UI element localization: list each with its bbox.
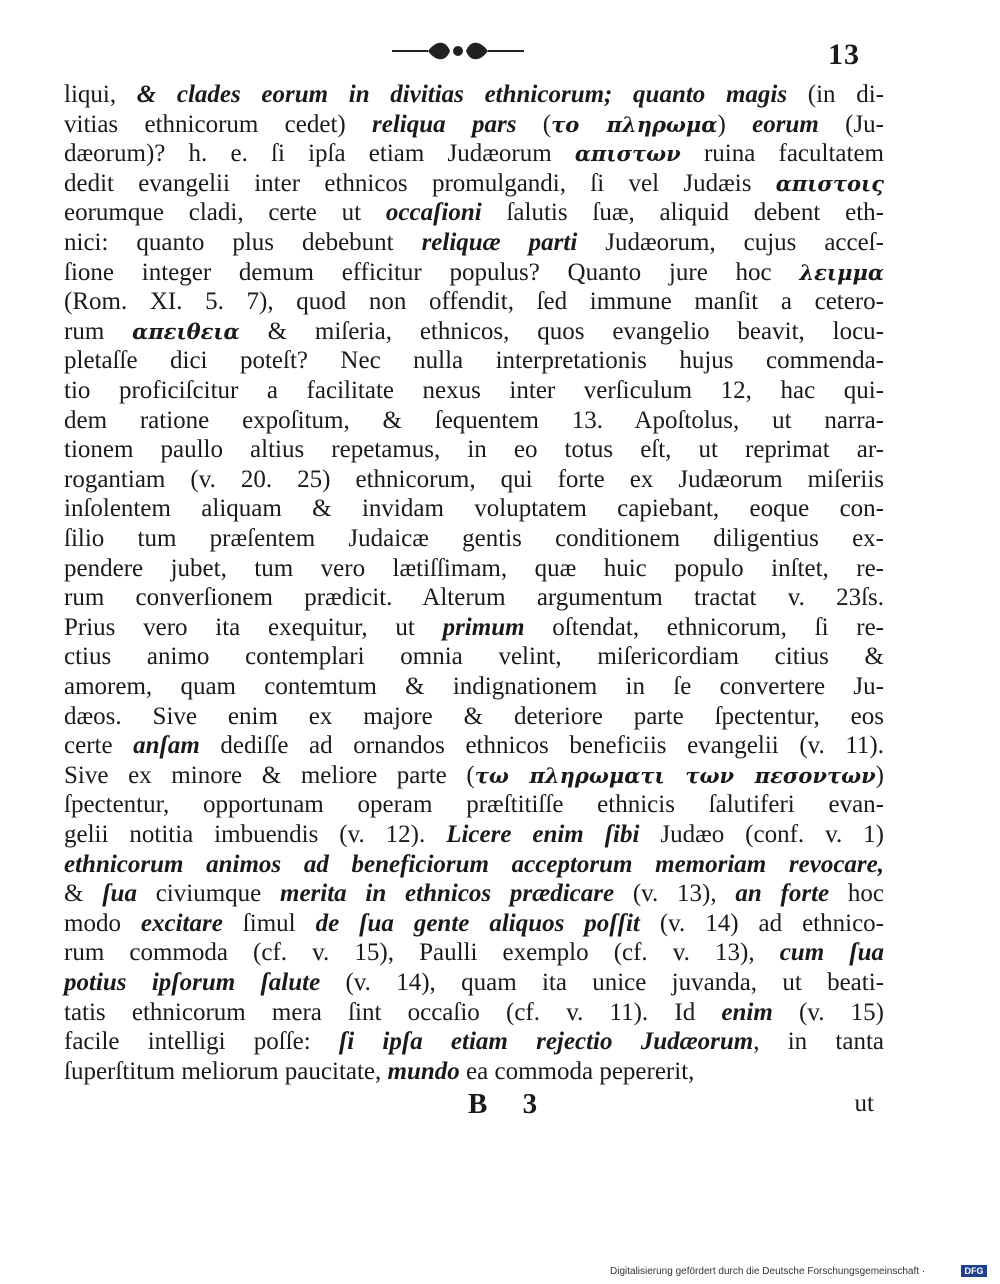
text-segment: ) bbox=[717, 110, 753, 138]
text-segment: liqui, bbox=[64, 81, 137, 108]
italic-phrase: Licere enim ſibi bbox=[446, 821, 640, 848]
text-segment: dæos. Sive enim ex majore & deteriore parte ſpectentur, eos bbox=[64, 702, 884, 730]
text-segment: pletaſſe dici poteſt? Nec nulla interpretationis hujus commenda- bbox=[64, 347, 884, 375]
text-segment: eorumque cladi, certe ut bbox=[64, 199, 386, 227]
italic-phrase: cum ſua bbox=[779, 939, 884, 967]
text-line bbox=[64, 406, 884, 436]
text-segment: oſtendat, ethnicorum, ſi re- bbox=[524, 613, 885, 641]
dfg-logo-icon: DFG bbox=[961, 1265, 987, 1277]
italic-phrase: enim bbox=[721, 998, 773, 1026]
text-segment: ſimul bbox=[222, 909, 316, 937]
text-segment: dedit evangelii inter ethnicos promulgandi, ſi vel Judæis bbox=[64, 169, 776, 197]
text-segment: nici: quanto plus debebunt bbox=[64, 229, 422, 256]
text-segment: (in di- bbox=[787, 81, 884, 108]
text-line bbox=[64, 761, 884, 791]
italic-phrase: ſua bbox=[102, 880, 137, 908]
text-line bbox=[64, 968, 884, 998]
text-line bbox=[64, 1027, 884, 1057]
italic-phrase: de ſua gente aliquos poſſit bbox=[315, 909, 640, 937]
text-segment: (Ju- bbox=[818, 110, 885, 138]
greek-term: απειθεια bbox=[132, 318, 240, 344]
text-line bbox=[64, 287, 884, 317]
text-line bbox=[64, 376, 884, 406]
text-segment: dem ratione expoſitum, & ſequentem 13. Apoſtolus, ut narra- bbox=[64, 406, 884, 434]
text-segment: vitias ethnicorum cedet) bbox=[64, 110, 373, 138]
text-segment: ( bbox=[516, 110, 552, 138]
text-segment: pendere jubet, tum vero lætiſſimam, quæ huic populo inſtet, re- bbox=[64, 554, 884, 582]
text-line bbox=[64, 110, 884, 140]
text-line bbox=[64, 524, 884, 554]
text-segment: amorem, quam contemtum & indignationem in ſe convertere Ju- bbox=[64, 673, 884, 700]
greek-term: απιστων bbox=[574, 141, 681, 167]
italic-phrase: merita in ethnicos prædicare bbox=[280, 880, 615, 908]
greek-term: απιστοις bbox=[775, 170, 884, 196]
greek-term: το πληρωμα bbox=[551, 111, 718, 137]
text-line bbox=[64, 642, 884, 672]
text-segment: ctius animo contemplari omnia velint, miſericordiam citius & bbox=[64, 643, 884, 671]
text-line bbox=[64, 139, 884, 169]
italic-phrase: ethnicorum animos ad beneficiorum acceptorum memoriam revocare, bbox=[64, 850, 884, 878]
text-segment: civiumque bbox=[136, 880, 280, 908]
italic-phrase: occaſioni bbox=[385, 199, 482, 227]
text-line bbox=[64, 702, 884, 732]
text-line bbox=[64, 879, 884, 909]
italic-phrase: eorum bbox=[752, 110, 819, 138]
text-segment: ruina facultatem bbox=[680, 140, 884, 168]
text-segment: ſalutis ſuæ, aliquid debent eth- bbox=[481, 199, 884, 227]
text-line bbox=[64, 346, 884, 376]
italic-phrase: an forte bbox=[735, 880, 830, 908]
text-line bbox=[64, 465, 884, 495]
text-line bbox=[64, 850, 884, 880]
text-line bbox=[64, 435, 884, 465]
text-segment: tatis ethnicorum mera ſint occaſio (cf. v. 11). Id bbox=[64, 998, 722, 1026]
greek-term: τω πληρωματι των πεσοντων bbox=[474, 762, 876, 788]
text-line bbox=[64, 228, 884, 258]
page-footer bbox=[64, 1088, 874, 1122]
text-line bbox=[64, 998, 884, 1028]
text-line bbox=[64, 494, 884, 524]
text-segment: Judæorum, cujus acceſ- bbox=[577, 229, 884, 256]
text-segment: ſilio tum præſentem Judaicæ gentis conditionem diligentius ex- bbox=[64, 525, 884, 552]
catchword: ut bbox=[854, 1090, 874, 1117]
text-segment: facile intelligi poſſe: bbox=[64, 1028, 339, 1056]
text-line bbox=[64, 554, 884, 584]
text-segment: gelii notitia imbuendis (v. 12). bbox=[64, 821, 447, 848]
text-line bbox=[64, 1057, 884, 1087]
italic-phrase: potius ipſorum ſalute bbox=[64, 969, 321, 996]
digitization-credit: Digitalisierung gefördert durch die Deutsche Forschungsgemeinschaft · bbox=[610, 1266, 926, 1277]
text-segment: modo bbox=[64, 909, 141, 937]
italic-phrase: primum bbox=[442, 613, 525, 641]
printer-ornament-icon bbox=[388, 36, 528, 66]
text-line bbox=[64, 258, 884, 288]
text-segment: & miſeria, ethnicos, quos evangelio beavit, locu- bbox=[239, 317, 884, 345]
text-segment: rum commoda (cf. v. 15), Paulli exemplo (cf. v. 13), bbox=[64, 939, 780, 967]
text-segment: Sive ex minore & meliore parte ( bbox=[64, 761, 475, 789]
signature-mark: B 3 bbox=[468, 1088, 552, 1120]
italic-phrase: & clades eorum in divitias ethnicorum; quanto magis bbox=[136, 81, 788, 108]
text-segment: ſuperſtitum meliorum paucitate, bbox=[64, 1057, 388, 1085]
text-segment: ea commoda pepererit, bbox=[459, 1057, 695, 1085]
text-segment: (v. 15) bbox=[772, 998, 884, 1026]
text-segment: rogantiam (v. 20. 25) ethnicorum, qui forte ex Judæorum miſeriis bbox=[64, 465, 884, 493]
text-segment: inſolentem aliquam & invidam voluptatem capiebant, eoque con- bbox=[64, 495, 884, 523]
text-segment: ſione integer demum efficitur populus? Quanto jure hoc bbox=[64, 258, 800, 286]
text-line bbox=[64, 583, 884, 613]
text-line bbox=[64, 317, 884, 347]
italic-phrase: reliqua pars bbox=[372, 110, 517, 138]
text-segment: & bbox=[64, 880, 103, 908]
text-line bbox=[64, 938, 884, 968]
text-line bbox=[64, 169, 884, 199]
text-line bbox=[64, 820, 884, 850]
text-segment: ſpectentur, opportunam operam præſtitiſſe ethnicis ſalutiferi evan- bbox=[64, 791, 884, 819]
text-segment: (v. 14), quam ita unice juvanda, ut beati- bbox=[320, 969, 884, 996]
italic-phrase: excitare bbox=[140, 909, 223, 937]
text-segment: rum bbox=[64, 317, 133, 345]
text-segment: tio proficiſcitur a facilitate nexus inter verſiculum 12, hac qui- bbox=[64, 377, 884, 404]
page-number: 13 bbox=[828, 38, 860, 71]
text-segment: dæorum)? h. e. ſi ipſa etiam Judæorum bbox=[64, 140, 575, 168]
text-line bbox=[64, 80, 884, 110]
italic-phrase: ſi ipſa etiam rejectio Judæorum bbox=[338, 1028, 754, 1056]
text-segment: Judæo (conf. v. 1) bbox=[639, 821, 884, 848]
text-segment: tionem paullo altius repetamus, in eo totus eſt, ut reprimat ar- bbox=[64, 436, 884, 464]
text-segment: (v. 13), bbox=[614, 880, 736, 908]
text-line bbox=[64, 198, 884, 228]
greek-term: λειμμα bbox=[799, 259, 884, 285]
italic-phrase: anſam bbox=[133, 732, 200, 760]
text-segment: hoc bbox=[829, 880, 884, 908]
text-segment: (v. 14) ad ethnico- bbox=[639, 909, 884, 937]
italic-phrase: mundo bbox=[387, 1057, 460, 1085]
text-segment: , in tanta bbox=[753, 1028, 884, 1056]
text-line bbox=[64, 731, 884, 761]
text-segment: rum converſionem prædicit. Alterum argumentum tractat v. 23ſs. bbox=[64, 584, 884, 612]
italic-phrase: reliquæ parti bbox=[421, 229, 578, 256]
text-line bbox=[64, 790, 884, 820]
text-line bbox=[64, 909, 884, 939]
text-segment: (Rom. XI. 5. 7), quod non offendit, ſed immune manſit a cetero- bbox=[64, 288, 884, 316]
text-line bbox=[64, 613, 884, 643]
text-segment: Prius vero ita exequitur, ut bbox=[64, 613, 443, 641]
text-segment: ) bbox=[875, 761, 884, 789]
text-segment: certe bbox=[64, 732, 134, 760]
text-line bbox=[64, 672, 884, 702]
text-segment: dediſſe ad ornandos ethnicos beneficiis evangelii (v. 11). bbox=[199, 732, 885, 760]
